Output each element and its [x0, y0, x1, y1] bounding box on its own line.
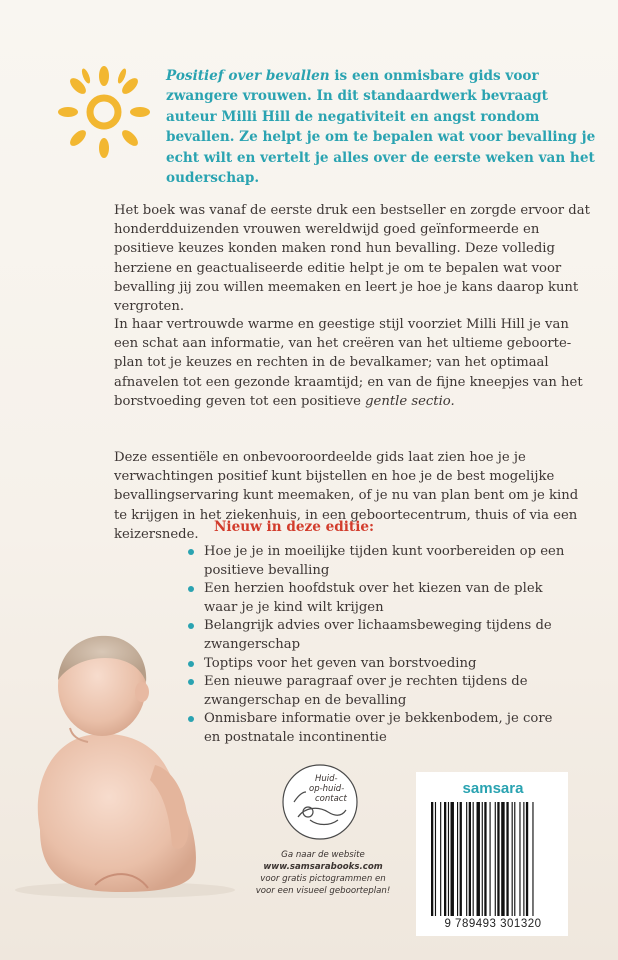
- new-edition-heading: Nieuw in deze editie:: [214, 519, 375, 535]
- baby-image: [0, 600, 240, 900]
- website-note: [238, 849, 408, 897]
- paragraph-2-italic: gentle sectio.: [365, 393, 455, 409]
- paragraph-3: Deze essentiële en onbevooroordeelde gids laat zien hoe je je verwachtingen positief kunt bijstellen en hoe je de best mogelijke bevallingservaring kunt meemaken, of je nu van plan bent om je kind te krijgen in het ziekenhuis, in een geboortecentrum, thuis of via een keizersnede.: [114, 450, 579, 542]
- list-item: Een herzien hoofdstuk over het kiezen van de plek waar je je kind wilt krijgen: [186, 580, 566, 617]
- isbn-number: 9 789493 301320: [444, 918, 542, 930]
- paragraph-2: [114, 315, 594, 411]
- sun-icon: [58, 66, 150, 158]
- barcode-icon: [431, 802, 561, 916]
- intro-body: is een onmisbare gids voor zwangere vrouwen. In dit standaardwerk bevraagt auteur Milli Hill de negativiteit en angst rondom bevallen. Ze helpt je om te bepalen wat voor bevalling je echt wilt en vertelt je alles over de eerste weken van het ouderschap.: [166, 68, 596, 187]
- paragraph-2-main: In haar vertrouwde warme en geestige stijl voorziet Milli Hill je van een schat aan informatie, van het creëren van het ultieme geboorteplan tot je keuzes en rechten in de bevalkamer; van het optimaal afnavelen tot een gezonde kraamtijd; en van de fijne kneepjes van het borstvoeding geven tot een positieve: [114, 317, 583, 409]
- intro-text: [166, 66, 596, 188]
- website-line: voor gratis pictogrammen en: [260, 874, 386, 884]
- publisher-logo: samsara: [462, 780, 524, 797]
- list-item: Onmisbare informatie over je bekkenbodem, je core en postnatale incontinentie: [186, 710, 566, 747]
- stamp-line: op-huid-: [309, 784, 345, 794]
- new-edition-list: [186, 543, 566, 748]
- website-line: voor een visueel geboorteplan!: [255, 886, 391, 896]
- paragraph-1: Het boek was vanaf de eerste druk een bestseller en zorgde ervoor dat honderdduizenden vrouwen wereldwijd goed geïnformeerde en positieve keuzes konden maken rond hun bevalling. Deze volledig herziene en geactualiseerde editie helpt je om te bepalen wat voor bevalling jij zou willen meemaken en leert je hoe je kans daarop kunt vergroten.: [114, 203, 590, 315]
- list-item: Een nieuwe paragraaf over je rechten tijdens de zwangerschap en de bevalling: [186, 673, 566, 710]
- stamp-line: Huid-: [315, 774, 338, 784]
- list-item: Hoe je je in moeilijke tijden kunt voorbereiden op een positieve bevalling: [186, 543, 566, 580]
- stamp-label: [305, 774, 365, 804]
- stamp-line: contact: [315, 794, 347, 804]
- website-line: Ga naar de website: [281, 850, 365, 860]
- list-item: Belangrijk advies over lichaamsbeweging tijdens de zwangerschap: [186, 617, 566, 654]
- list-item: Toptips voor het geven van borstvoeding: [186, 655, 566, 674]
- website-link[interactable]: www.samsarabooks.com: [263, 862, 383, 872]
- book-title: Positief over bevallen: [166, 68, 330, 84]
